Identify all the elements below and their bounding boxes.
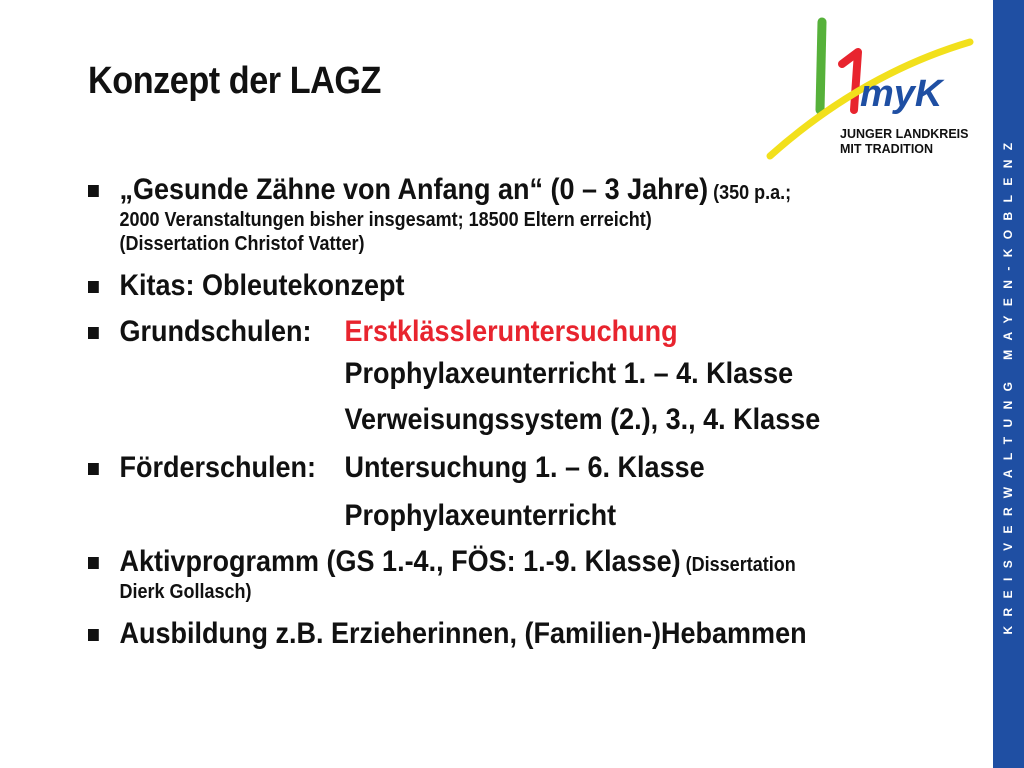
bullet-list	[88, 168, 968, 652]
bullet-marker	[88, 281, 99, 293]
foerderschulen-untersuchung: Untersuchung 1. – 6. Klasse	[344, 451, 705, 484]
bullet-marker	[88, 629, 99, 641]
slide-title: Konzept der LAGZ	[88, 60, 381, 102]
logo-wordmark: myK	[860, 73, 943, 115]
bullet-detail-text: (350 p.a.;	[708, 182, 792, 204]
logo-caption-line2: MIT TRADITION	[840, 142, 934, 156]
grundschulen-label: Grundschulen:	[119, 315, 312, 348]
grundschulen-verweisung: Verweisungssystem (2.), 3., 4. Klasse	[344, 403, 821, 436]
bullet-ausbildung	[88, 616, 975, 652]
bullet-marker	[88, 463, 99, 475]
bullet-main-text: Aktivprogramm (GS 1.-4., FÖS: 1.-9. Klasse)	[119, 545, 681, 578]
bullet-zahngesundheit	[88, 172, 975, 256]
bullet-marker	[88, 327, 99, 339]
bullet-aktivprogramm	[88, 544, 975, 604]
bullet-detail-line: (Dissertation Christof Vatter)	[119, 233, 365, 255]
grundschulen-erstklaessler: Erstklässleruntersuchung	[344, 315, 678, 348]
myk-logo	[762, 14, 974, 164]
sidebar-label: KREISVERWALTUNG MAYEN-KOBLENZ	[1001, 133, 1015, 635]
grundschulen-prophylaxe: Prophylaxeunterricht 1. – 4. Klasse	[344, 357, 794, 390]
logo-caption-line1: JUNGER LANDKREIS	[840, 127, 969, 141]
bullet-detail-line: Dierk Gollasch)	[119, 581, 252, 603]
bullet-main-text: „Gesunde Zähne von Anfang an“ (0 – 3 Jahre)	[119, 173, 709, 206]
bullet-foerderschulen	[88, 450, 975, 534]
bullet-main-text: Ausbildung z.B. Erzieherinnen, (Familien-)Hebammen	[119, 617, 807, 650]
bullet-marker	[88, 185, 99, 197]
logo-green-stroke	[820, 22, 822, 110]
sidebar-band	[993, 0, 1024, 768]
bullet-main-text: Kitas: Obleutekonzept	[119, 269, 405, 302]
bullet-grundschulen	[88, 314, 975, 438]
bullet-marker	[88, 557, 99, 569]
bullet-kitas	[88, 268, 975, 304]
bullet-detail-line: 2000 Veranstaltungen bisher insgesamt; 18500 Eltern erreicht)	[119, 209, 652, 231]
foerderschulen-label: Förderschulen:	[119, 451, 317, 484]
foerderschulen-prophylaxe: Prophylaxeunterricht	[344, 499, 617, 532]
bullet-detail-text: (Dissertation	[680, 554, 796, 576]
